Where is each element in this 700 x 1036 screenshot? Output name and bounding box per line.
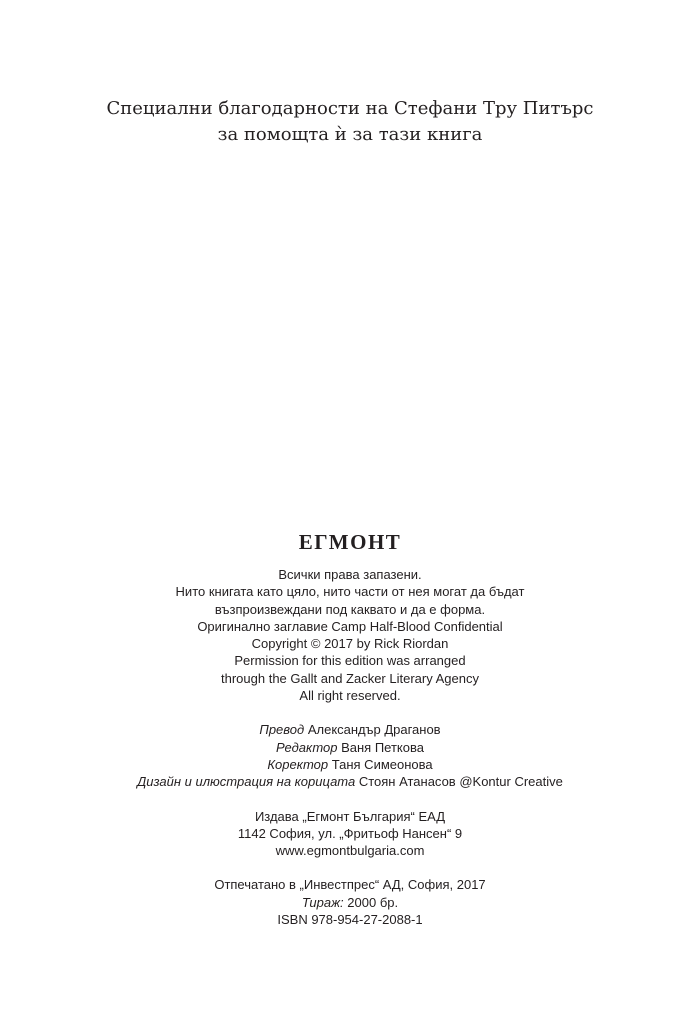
credit-name: Таня Симеонова xyxy=(331,756,433,772)
credit-name: Стоян Атанасов @Kontur Creative xyxy=(358,774,563,790)
credit-proofreader xyxy=(0,756,700,773)
credit-name: Александър Драганов xyxy=(307,722,441,738)
spacer xyxy=(0,704,700,721)
credit-translation xyxy=(0,721,700,738)
credit-role: Дизайн и илюстрация на корицата xyxy=(137,774,356,790)
print-run-label: Тираж: xyxy=(301,894,344,910)
credit-role: Редактор xyxy=(276,739,338,755)
publisher-logo: ЕГМОНТ xyxy=(298,530,402,554)
dedication-line-2: за помощта ѝ за тази книга xyxy=(217,124,483,145)
credit-cover xyxy=(0,773,700,790)
publisher-address: 1142 София, ул. „Фритьоф Нансен“ 9 xyxy=(237,825,463,841)
rights-reserved-line: All right reserved. xyxy=(299,688,401,704)
permission-line: Permission for this edition was arranged xyxy=(234,653,466,669)
copyright-line: Copyright © 2017 by Rick Riordan xyxy=(251,636,449,652)
colophon xyxy=(0,566,700,928)
credit-name: Ваня Петкова xyxy=(341,739,424,755)
print-run-line xyxy=(0,894,700,911)
print-run-value: 2000 бр. xyxy=(347,894,399,910)
publisher-line: Издава „Егмонт България“ ЕАД xyxy=(254,808,446,824)
dedication xyxy=(0,96,700,148)
rights-line: Всички права запазени. xyxy=(278,567,422,582)
credit-editor xyxy=(0,739,700,756)
dedication-line-1: Специални благодарности на Стефани Тру Питърс xyxy=(106,98,594,119)
spacer xyxy=(0,791,700,808)
credit-role: Превод xyxy=(259,722,305,738)
publisher-website: www.egmontbulgaria.com xyxy=(275,843,425,859)
agency-line: through the Gallt and Zacker Literary Agency xyxy=(221,670,479,686)
spacer xyxy=(0,859,700,876)
rights-line: Нито книгата като цяло, нито части от нея могат да бъдат xyxy=(175,584,525,600)
isbn-line: ISBN 978-954-27-2088-1 xyxy=(277,912,423,928)
rights-line: възпроизвеждани под каквато и да е форма. xyxy=(214,601,486,617)
credit-role: Коректор xyxy=(267,756,329,772)
original-title-line: Оригинално заглавие Camp Half-Blood Confidential xyxy=(197,618,503,634)
printed-line: Отпечатано в „Инвестпрес“ АД, София, 2017 xyxy=(214,877,486,893)
